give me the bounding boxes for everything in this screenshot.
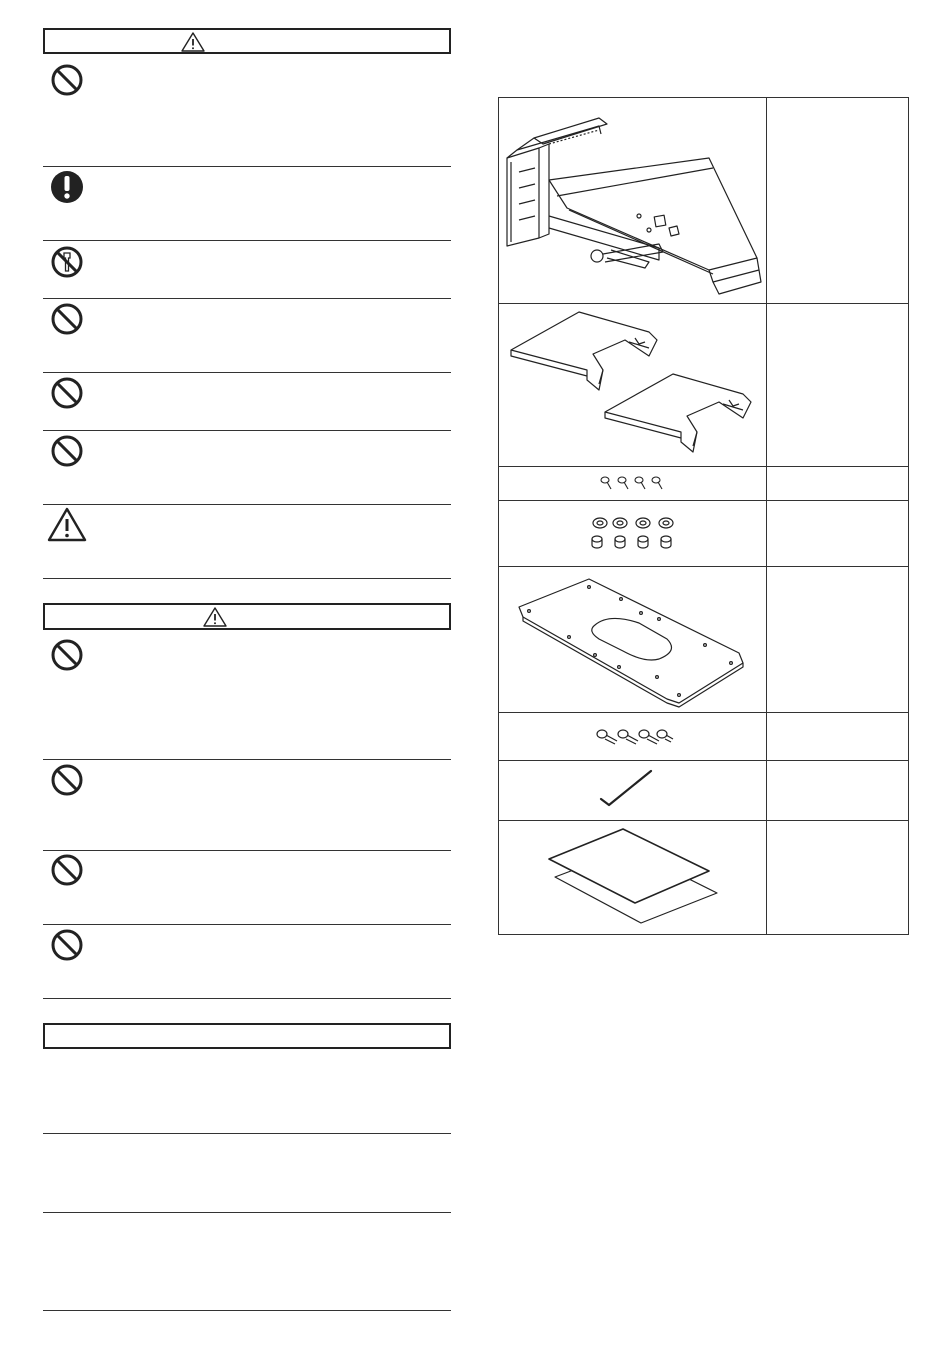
warning-divider [43,166,451,167]
parts-row-hex-wrench [499,761,766,820]
warning-divider [43,372,451,373]
warning-divider [43,298,451,299]
caution-divider [43,759,451,760]
parts-row-covers-qty [767,304,908,466]
caution-triangle-icon [47,507,87,543]
caution-divider [43,924,451,925]
parts-row-washers-and-spacers-qty [767,501,908,566]
mounting-plate-illustration [499,567,766,712]
notice-divider [43,1133,451,1134]
parts-row-plate-screws [499,713,766,760]
hex-wrench-illustration [499,761,766,820]
parts-row-small-screws [499,467,766,500]
parts-row-mounting-plate-qty [767,567,908,712]
warning-triangle-icon [203,607,227,627]
warning-section-end [43,578,451,579]
notice-divider [43,1212,451,1213]
warning-header [43,28,451,54]
prohibition-icon [50,853,84,887]
warning-divider [43,430,451,431]
warning-triangle-icon [181,32,205,52]
prohibition-icon [50,434,84,468]
parts-row-documents [499,821,766,935]
parts-row-covers [499,304,766,466]
parts-row-plate-screws-qty [767,713,908,760]
caution-header [43,603,451,630]
mandatory-action-icon [50,170,84,204]
warning-divider [43,240,451,241]
prohibition-icon [50,928,84,962]
caution-section-end [43,998,451,999]
parts-table [498,97,909,935]
notice-section-end [43,1310,451,1311]
notice-header [43,1023,451,1049]
parts-row-mounting-plate [499,567,766,712]
do-not-disassemble-icon [50,245,84,279]
documents-illustration [499,821,766,935]
parts-row-hex-wrench-qty [767,761,908,820]
parts-row-washers-and-spacers [499,501,766,566]
plate-screws-illustration [499,713,766,760]
small-screws-illustration [499,467,766,500]
prohibition-icon [50,763,84,797]
parts-row-wall-mount-unit-qty [767,98,908,303]
parts-row-wall-mount-unit [499,98,766,303]
wall-mount-unit-illustration [499,98,766,303]
caution-divider [43,850,451,851]
covers-illustration [499,304,766,466]
washers-and-spacers-illustration [499,501,766,566]
parts-row-documents-qty [767,821,908,935]
prohibition-icon [50,638,84,672]
prohibition-icon [50,302,84,336]
parts-row-small-screws-qty [767,467,908,500]
warning-divider [43,504,451,505]
prohibition-icon [50,376,84,410]
prohibition-icon [50,63,84,97]
